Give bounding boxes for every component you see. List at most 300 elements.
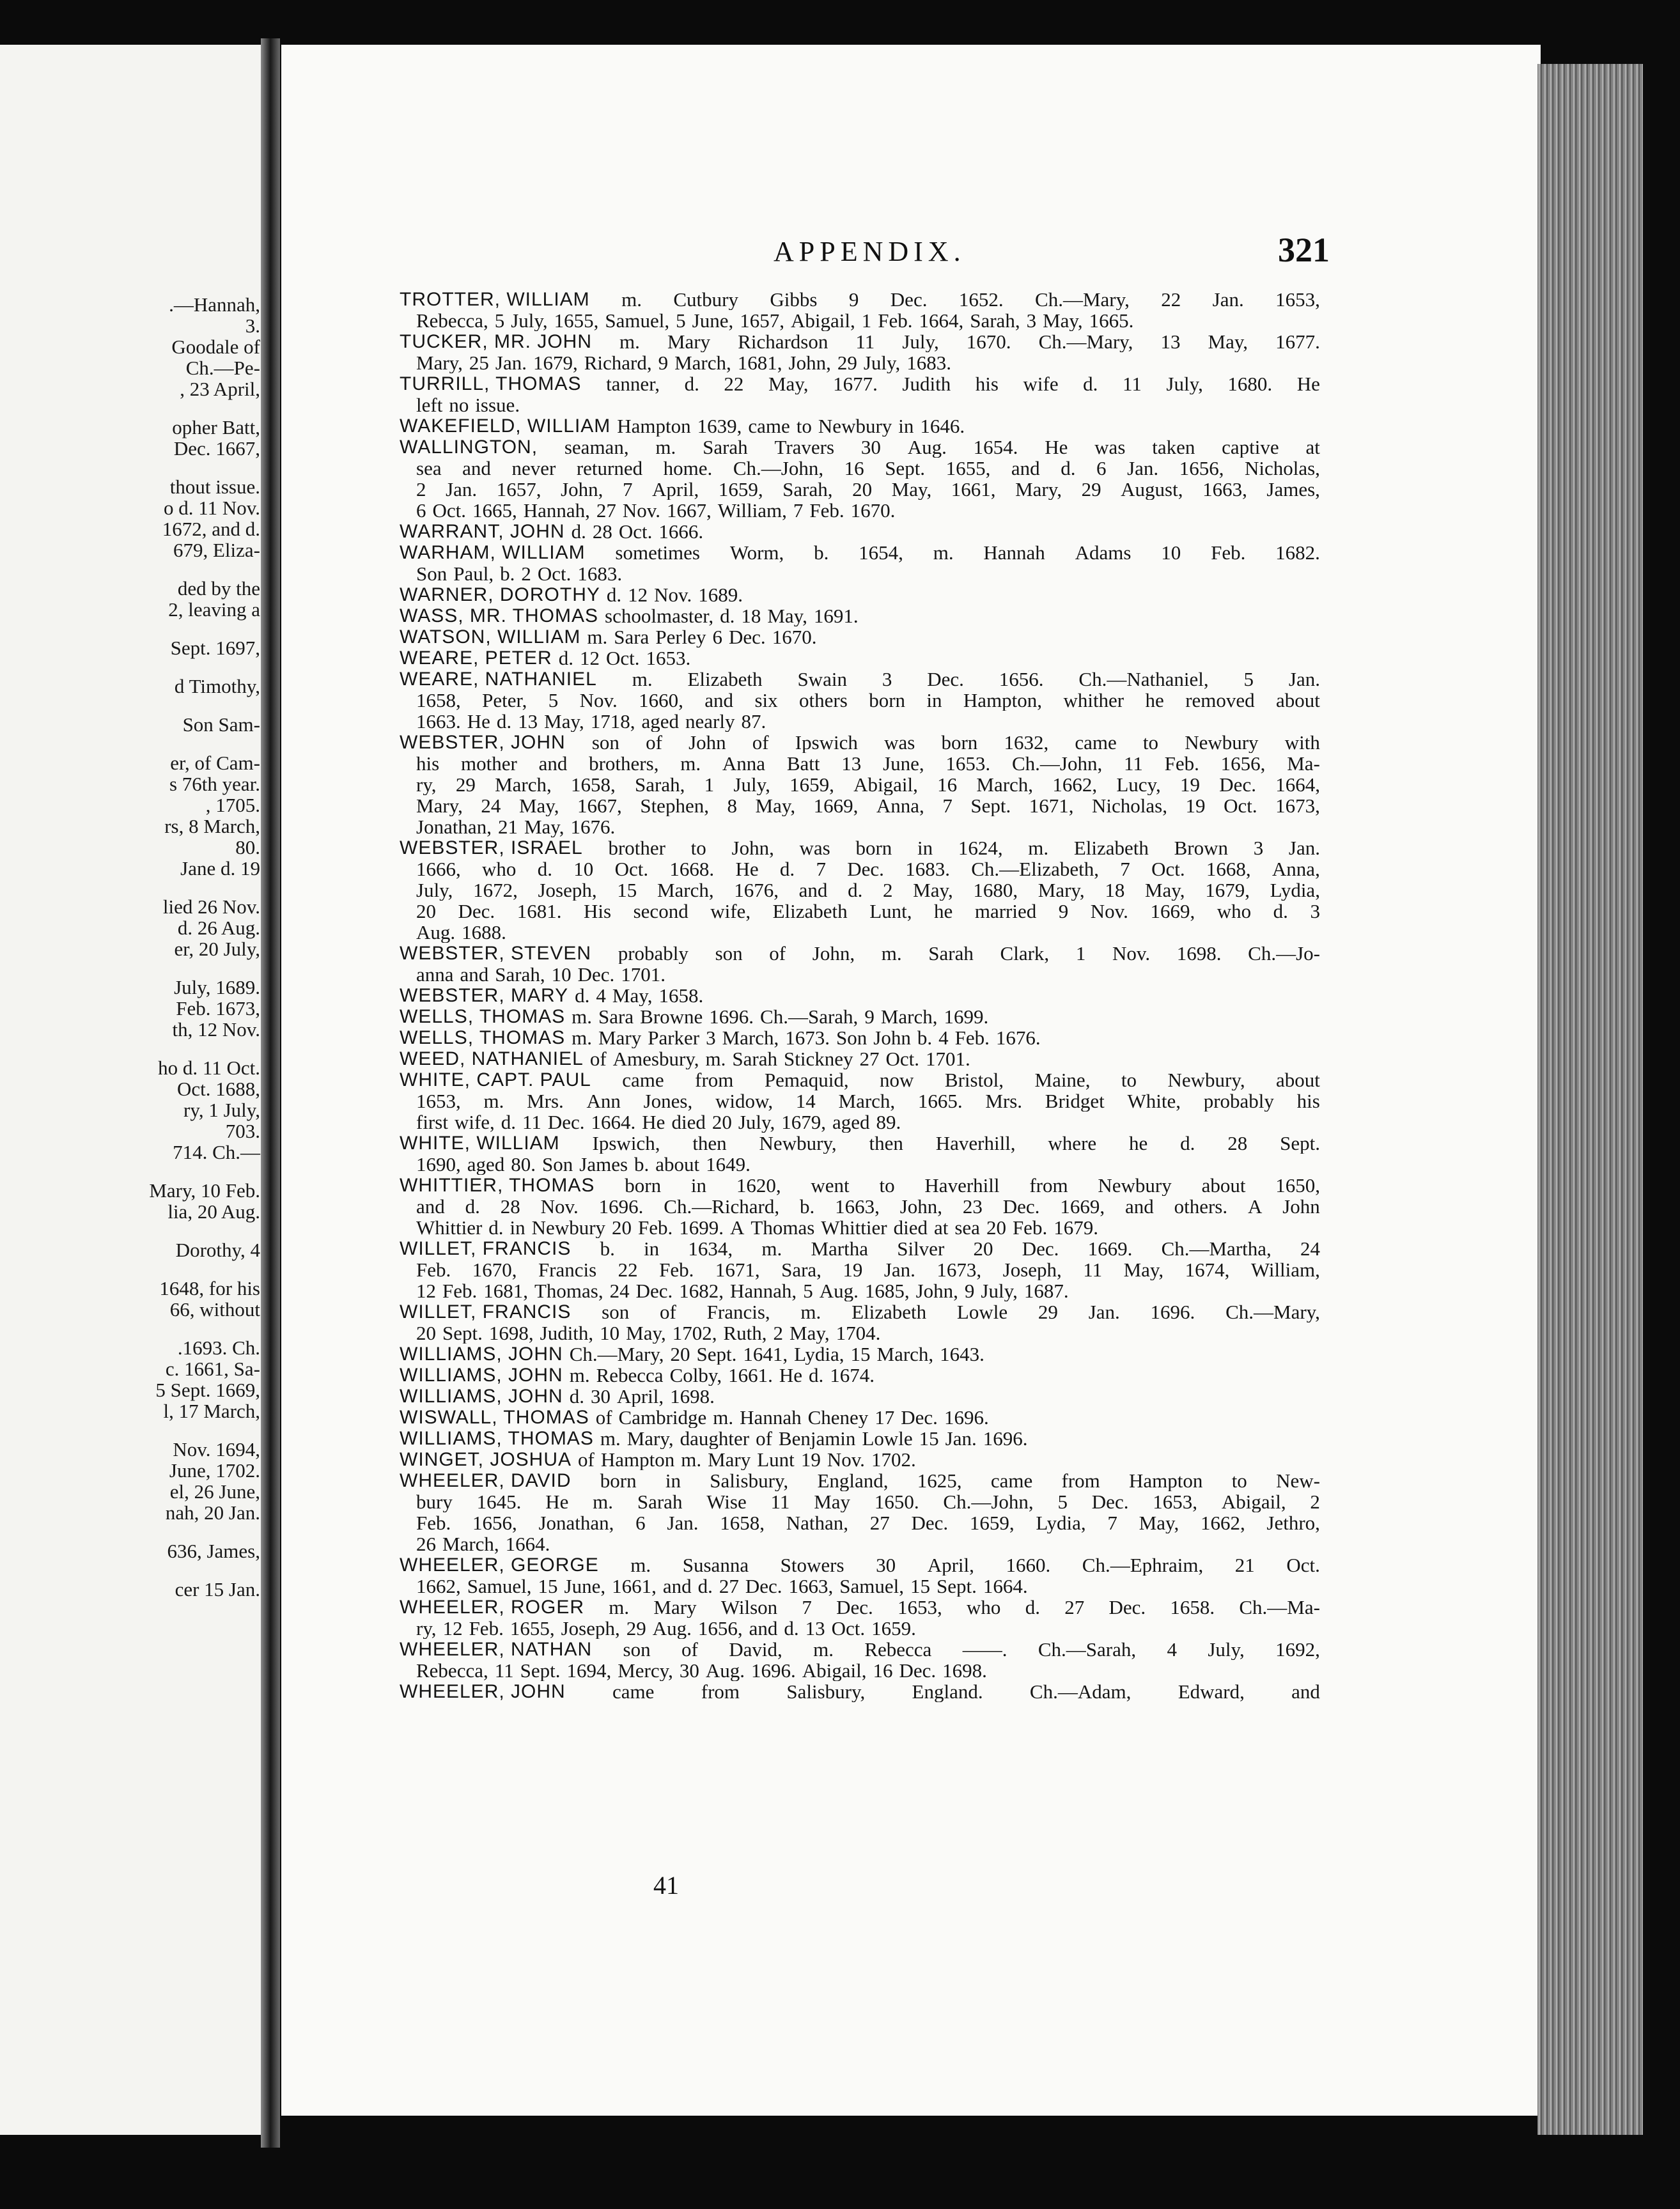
word: 1664. <box>983 1576 1028 1597</box>
word: 1676, <box>734 880 779 901</box>
word: home. <box>663 458 713 479</box>
word: ——. <box>962 1639 1007 1660</box>
entry-name: WATSON, WILLIAM <box>400 626 581 647</box>
word: Elizabeth <box>772 901 848 922</box>
word: 1664. <box>591 1112 636 1133</box>
word: Oct. <box>1286 1554 1320 1576</box>
word: 6 <box>712 626 723 647</box>
word: Rebecca, <box>416 310 488 331</box>
word: 5 <box>548 690 559 711</box>
word: Feb. <box>416 1512 451 1533</box>
word: d. <box>558 647 573 669</box>
entry <box>400 1428 1320 1449</box>
left-fragment-line: opher Batt, <box>172 416 260 438</box>
word: 1696. <box>598 1196 644 1217</box>
word: May, <box>518 795 559 816</box>
word: 1667, <box>577 795 622 816</box>
word: aged <box>832 1112 870 1133</box>
word: was <box>884 732 915 753</box>
word: 7 <box>802 1597 812 1618</box>
word: others <box>799 690 848 711</box>
entry-line <box>400 479 1320 500</box>
left-page-text-fragments <box>4 294 260 1600</box>
word: 1662, <box>416 1576 461 1597</box>
word: Sarah, <box>495 964 545 985</box>
word: 1681, <box>483 1280 528 1301</box>
word: 4 <box>938 1027 949 1048</box>
word: Dec. <box>547 1112 585 1133</box>
word: 9 <box>658 352 669 373</box>
word: Anna, <box>1272 858 1320 880</box>
word: Newbury, <box>1167 1069 1245 1090</box>
word: 1696. <box>1150 1301 1195 1322</box>
word: Whittier <box>821 1217 887 1238</box>
word: Cambridge <box>618 1407 707 1428</box>
word: March, <box>876 1344 934 1365</box>
word: came <box>748 415 790 437</box>
left-fragment-line: c. 1661, Sa- <box>165 1358 260 1380</box>
entry-name: WHITE, CAPT. PAUL <box>400 1069 591 1090</box>
entry-line <box>400 795 1320 816</box>
word: 1691. <box>813 605 859 626</box>
entry-line <box>400 1470 1320 1491</box>
word: 1656, <box>472 1512 517 1533</box>
word: Feb. <box>1012 1217 1048 1238</box>
entry-line <box>400 626 1320 647</box>
word: tanner, <box>606 373 660 394</box>
word: Ipswich, <box>592 1133 660 1154</box>
word: 1658. <box>658 985 704 1006</box>
word: Browne <box>640 1006 703 1027</box>
word: 1645. <box>476 1491 522 1512</box>
word: Jan. <box>1212 289 1244 310</box>
word: Hampton <box>617 415 691 437</box>
signature-mark: 41 <box>653 1871 679 1900</box>
word: 1634, <box>688 1238 733 1259</box>
word: Sept. <box>970 795 1011 816</box>
word: Mary, <box>1038 880 1085 901</box>
word: April, <box>652 479 699 500</box>
word: d. <box>784 1618 799 1639</box>
word: he <box>1145 690 1164 711</box>
word: 1688. <box>462 922 506 943</box>
word: May, <box>789 1322 830 1344</box>
word: and <box>1011 458 1040 479</box>
word: May, <box>544 711 584 732</box>
word: 1646. <box>920 415 965 437</box>
word: from <box>1029 1175 1068 1196</box>
word: 1620, <box>736 1175 781 1196</box>
word: 11 <box>855 331 875 352</box>
word: 1663. <box>416 711 461 732</box>
word: m. <box>761 1238 782 1259</box>
left-fragment-line: Son Sam- <box>182 713 260 736</box>
left-fragment-line: o d. 11 Nov. <box>164 497 260 519</box>
word: issue. <box>475 394 520 415</box>
word: 11 <box>1083 1259 1103 1280</box>
word: May, <box>1043 310 1083 331</box>
word: Dec. <box>890 289 928 310</box>
word: Judith, <box>540 1322 594 1344</box>
entry-name: WALLINGTON, <box>400 437 538 458</box>
word: Ch.—Ephraim, <box>1082 1554 1204 1576</box>
word: John <box>688 732 726 753</box>
word: 87. <box>741 711 766 732</box>
word: Jan. <box>667 1512 699 1533</box>
word: Cutbury <box>673 289 738 310</box>
left-fragment-line: lia, 20 Aug. <box>167 1200 260 1223</box>
word: now <box>880 1069 914 1090</box>
word: 1692, <box>1275 1639 1320 1660</box>
word: m. <box>587 626 608 647</box>
word: 1624, <box>958 837 1003 858</box>
left-fragment-line: Jane d. 19 <box>180 857 260 880</box>
entry-line <box>400 1006 1320 1027</box>
word: 1656. <box>999 669 1044 690</box>
word: 1655, <box>554 310 599 331</box>
word: m. <box>933 542 954 563</box>
word: Swain <box>797 669 847 690</box>
word: Dec. <box>901 1407 938 1428</box>
word: Sarah <box>732 1048 777 1069</box>
entry-name: WEARE, PETER <box>400 647 552 669</box>
word: Elizabeth <box>852 1301 927 1322</box>
word: born <box>600 1470 637 1491</box>
entry <box>400 1681 1320 1702</box>
word: 1 <box>861 310 872 331</box>
word: 10 <box>573 858 594 880</box>
entry-name: WINGET, JOSHUA <box>400 1449 572 1470</box>
word: Susanna <box>682 1554 749 1576</box>
entry <box>400 1301 1320 1344</box>
word: 15 <box>910 1576 930 1597</box>
word: Sara, <box>781 1259 821 1280</box>
word: March, <box>674 352 731 373</box>
word: 1659, <box>789 774 834 795</box>
word: July, <box>416 880 453 901</box>
word: 11 <box>522 1112 541 1133</box>
entry-line <box>400 1238 1320 1259</box>
word: m. <box>619 331 640 352</box>
word: m. <box>593 1491 614 1512</box>
word: Francis <box>538 1259 597 1280</box>
word: he <box>934 901 953 922</box>
word: 13 <box>1160 331 1181 352</box>
entry-name: WARHAM, WILLIAM <box>400 542 586 563</box>
word: 1650. <box>874 1491 919 1512</box>
word: Peter, <box>482 690 527 711</box>
word: 27 <box>596 500 616 521</box>
word: March, <box>722 1027 779 1048</box>
entry-name: WHITE, WILLIAM <box>400 1133 560 1154</box>
entry-name: WEARE, NATHANIEL <box>400 669 597 690</box>
entry-line <box>400 1449 1320 1470</box>
word: He <box>1296 373 1320 394</box>
word: born <box>869 690 906 711</box>
word: John, <box>899 1196 943 1217</box>
entry-line <box>400 1112 1320 1133</box>
entry <box>400 415 1320 437</box>
word: 16 <box>873 1660 893 1681</box>
word: Mary, <box>416 352 463 373</box>
entry <box>400 1175 1320 1238</box>
word: 7 <box>942 795 953 816</box>
word: A <box>1247 1196 1263 1217</box>
word: Dec. <box>745 1576 782 1597</box>
word: Benjamin <box>778 1428 856 1449</box>
word: m. <box>680 753 701 774</box>
word: White, <box>1127 1090 1181 1112</box>
word: bury <box>416 1491 453 1512</box>
word: Newbury <box>818 415 892 437</box>
word: Worm, <box>729 542 784 563</box>
word: 9 <box>1058 901 1069 922</box>
word: 3 <box>706 1027 716 1048</box>
left-fragment-line: Ch.—Pe- <box>185 357 260 379</box>
word: was <box>1094 437 1126 458</box>
left-fragment-line: Nov. 1694, <box>173 1438 260 1461</box>
word: 27 <box>869 1512 890 1533</box>
word: and <box>798 880 828 901</box>
word: 20 <box>416 1322 436 1344</box>
word: 25 <box>469 352 489 373</box>
entry <box>400 542 1320 584</box>
word: 20 <box>973 1238 993 1259</box>
word: May, <box>913 880 953 901</box>
entry-line <box>400 1069 1320 1090</box>
word: Nov. <box>654 584 692 605</box>
word: Jonathan, <box>538 1512 614 1533</box>
word: 1668, <box>1206 858 1251 880</box>
word: Aug. <box>705 1660 745 1681</box>
word: 1699. <box>679 1217 724 1238</box>
word: Stowers <box>780 1554 844 1576</box>
entry <box>400 837 1320 943</box>
word: Dec. <box>635 1280 673 1301</box>
page-block-edge <box>1537 64 1643 2135</box>
word: d. <box>809 1365 824 1386</box>
word: May <box>814 1491 851 1512</box>
word: England. <box>912 1681 983 1702</box>
word: June, <box>692 310 734 331</box>
word: Nov. <box>1112 943 1151 964</box>
word: 1 <box>1075 943 1086 964</box>
word: Sarah <box>637 1491 683 1512</box>
word: Oct. <box>537 563 572 584</box>
word: Rebecca <box>864 1639 932 1660</box>
entry <box>400 943 1320 985</box>
entry <box>400 669 1320 732</box>
entry-line <box>400 437 1320 458</box>
word: 1655, <box>509 1618 555 1639</box>
word: 1670. <box>850 500 896 521</box>
entry-line <box>400 1407 1320 1428</box>
word: Abigail, <box>1221 1491 1286 1512</box>
word: then <box>869 1133 903 1154</box>
word: 1698. <box>942 1660 987 1681</box>
entry-line <box>400 394 1320 415</box>
word: 5 <box>803 1280 813 1301</box>
entry <box>400 732 1320 837</box>
entry-line <box>400 647 1320 669</box>
word: Jan. <box>446 479 478 500</box>
word: 15 <box>538 1576 558 1597</box>
word: 1669, <box>813 795 859 816</box>
word: 1660. <box>1006 1554 1051 1576</box>
word: 3 <box>1253 837 1264 858</box>
word: his <box>416 753 440 774</box>
word: to <box>879 1175 895 1196</box>
word: 24 <box>481 795 501 816</box>
word: Dec. <box>729 626 766 647</box>
word: Ch.—Mary, <box>1038 331 1133 352</box>
word: March, <box>880 1006 938 1027</box>
entry-name: WASS, MR. THOMAS <box>400 605 599 626</box>
entry <box>400 1069 1320 1133</box>
word: 1689. <box>698 584 743 605</box>
word: Wilson <box>720 1597 778 1618</box>
left-fragment-line: 714. Ch.— <box>173 1141 260 1163</box>
word: Jethro, <box>1266 1512 1320 1533</box>
word: 1656, <box>697 1618 743 1639</box>
word: in <box>917 837 933 858</box>
entry-name: WEBSTER, MARY <box>400 985 569 1006</box>
entry-name: WILLET, FRANCIS <box>400 1238 572 1259</box>
word: 4 <box>596 985 606 1006</box>
word: Mary, <box>416 795 463 816</box>
word: Newbury <box>1185 732 1259 753</box>
word: never <box>511 458 556 479</box>
word: 1699. <box>944 1006 989 1027</box>
word: Joseph, <box>538 880 597 901</box>
word: Thomas <box>751 1217 815 1238</box>
entry <box>400 626 1320 647</box>
word: Francis, <box>706 1301 770 1322</box>
word: Ch.—Sarah, <box>1038 1639 1137 1660</box>
word: Sara <box>598 1006 634 1027</box>
word: 6 <box>635 1512 646 1533</box>
word: m. <box>813 1639 834 1660</box>
word: no <box>449 394 469 415</box>
word: Ma- <box>1287 753 1320 774</box>
word: Mary <box>667 331 711 352</box>
word: 3 <box>1310 901 1320 922</box>
word: 7 <box>1107 1512 1117 1533</box>
word: Son <box>836 1027 867 1048</box>
word: Hampton <box>1129 1470 1203 1491</box>
entry-line <box>400 1639 1320 1660</box>
word: 1666. <box>658 521 704 542</box>
left-fragment-line: Goodale of <box>171 336 260 358</box>
word: New- <box>1276 1470 1320 1491</box>
word: whither <box>1063 690 1124 711</box>
word: July, <box>1208 1639 1245 1660</box>
word: 13 <box>805 1618 825 1639</box>
entry-line <box>400 1322 1320 1344</box>
entry-line <box>400 310 1320 331</box>
entry-line <box>400 1660 1320 1681</box>
entry-line <box>400 669 1320 690</box>
word: 10 <box>600 1322 620 1344</box>
word: Feb. <box>442 1280 478 1301</box>
word: and <box>1291 1681 1320 1702</box>
word: Sarah <box>928 943 974 964</box>
word: brothers, <box>589 753 659 774</box>
word: Wise <box>706 1491 747 1512</box>
word: Haverhill <box>924 1175 1000 1196</box>
word: 1670. <box>966 331 1011 352</box>
word: b. <box>814 542 829 563</box>
word: Feb. <box>878 310 913 331</box>
word: Abigail, <box>853 774 918 795</box>
word: Oct. <box>614 858 649 880</box>
word: Sarah <box>703 437 748 458</box>
word: Parker <box>648 1027 700 1048</box>
word: 1669. <box>1087 1238 1133 1259</box>
word: born <box>625 1175 662 1196</box>
word: Lucy, <box>1116 774 1161 795</box>
word: 5 <box>1243 669 1254 690</box>
entry-line <box>400 1491 1320 1512</box>
word: John, <box>561 479 603 500</box>
word: Lunt <box>757 1449 795 1470</box>
word: taken <box>1152 437 1195 458</box>
word: Hannah, <box>730 1280 797 1301</box>
word: He <box>642 1112 665 1133</box>
entry-line <box>400 458 1320 479</box>
word: of <box>681 1639 698 1660</box>
word: 1694, <box>566 1660 612 1681</box>
word: of <box>752 732 769 753</box>
word: 12 <box>416 1280 436 1301</box>
word: about <box>1276 690 1320 711</box>
word: left <box>416 394 443 415</box>
word: 1660, <box>639 690 683 711</box>
word: 1668. <box>669 858 715 880</box>
left-fragment-line: rs, 8 March, <box>164 815 260 837</box>
entry-line <box>400 1512 1320 1533</box>
word: He <box>545 1491 569 1512</box>
word: Bridget <box>1045 1090 1105 1112</box>
word: 1696. <box>751 1660 796 1681</box>
word: Whittier <box>416 1217 483 1238</box>
word: Feb. <box>954 1027 990 1048</box>
entry-line <box>400 1386 1320 1407</box>
word: at <box>933 1217 949 1238</box>
entry <box>400 584 1320 605</box>
word: 1661, <box>612 1576 657 1597</box>
word: 1677. <box>833 373 878 394</box>
left-fragment-line: 703. <box>225 1120 260 1142</box>
word: Amesbury, <box>612 1048 699 1069</box>
left-fragment-line: er, of Cam- <box>170 752 260 774</box>
word: Nov. <box>579 690 618 711</box>
word: 1665, <box>472 500 517 521</box>
word: David, <box>729 1639 782 1660</box>
word: 1676. <box>995 1027 1041 1048</box>
word: 3 <box>1026 310 1037 331</box>
word: 16 <box>937 774 958 795</box>
entry-line <box>400 880 1320 901</box>
word: Ch.—Mary, <box>1035 289 1130 310</box>
word: A <box>730 1217 745 1238</box>
word: m. <box>632 669 653 690</box>
word: Richard, <box>584 352 652 373</box>
entry-line <box>400 1301 1320 1322</box>
word: July, <box>511 310 548 331</box>
word: 10 <box>551 964 572 985</box>
word: Jan. <box>1088 1301 1120 1322</box>
